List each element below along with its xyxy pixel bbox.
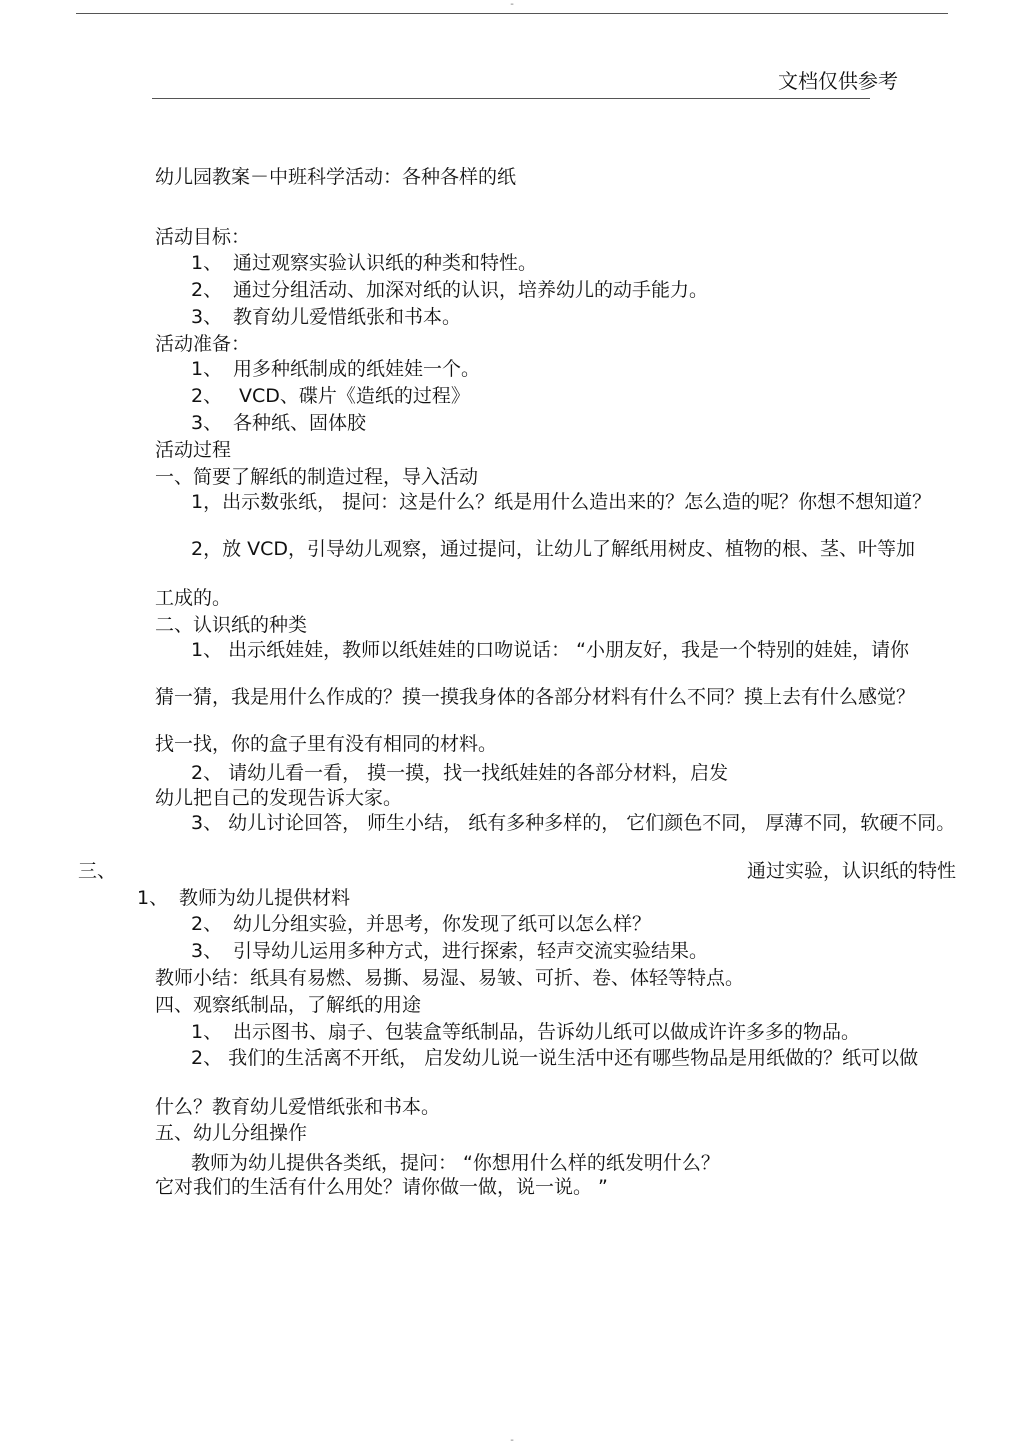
prep-item (191, 412, 366, 434)
goal-item-text: 通过分组活动、加深对纸的认识，培养幼儿的动手能力。 (233, 279, 709, 301)
goal-item (191, 252, 537, 274)
section-3-item-number: 1、 (137, 887, 169, 909)
section-5-paragraph-1-continued: 它对我们的生活有什么用处？请你做一做，说一说。 ” (155, 1176, 608, 1198)
section-2-title: 二、认识纸的种类 (155, 614, 308, 636)
prep-item-number: 1、 (191, 358, 223, 380)
section-3-item (137, 887, 350, 909)
section-4-paragraph-1-text: 出示图书、扇子、包装盒等纸制品，告诉幼儿纸可以做成许许多多的物品。 (233, 1021, 861, 1043)
section-3-item (191, 913, 651, 935)
document-title: 幼儿园教案－中班科学活动：各种各样的纸 (155, 166, 517, 188)
prep-item-text: VCD、碟片《造纸的过程》 (233, 385, 470, 407)
section-3-item (191, 940, 708, 962)
section-2-paragraph-1: 1、 出示纸娃娃，教师以纸娃娃的口吻说话： “小朋友好，我是一个特别的娃娃，请你 (191, 639, 910, 661)
section-3-item-number: 2、 (191, 913, 223, 935)
section-4-paragraph-2: 2、 我们的生活离不开纸， 启发幼儿说一说生活中还有哪些物品是用纸做的？纸可以做 (191, 1047, 919, 1069)
section-5-title: 五、幼儿分组操作 (155, 1122, 308, 1144)
section-2-paragraph-2: 2、 请幼儿看一看， 摸一摸，找一找纸娃娃的各部分材料，启发 (191, 762, 729, 784)
prep-item (191, 385, 470, 407)
section-1-paragraph-2-continued: 工成的。 (155, 587, 232, 609)
header-note: 文档仅供参考 (778, 69, 898, 93)
section-3-summary: 教师小结：纸具有易燃、易撕、易湿、易皱、可折、卷、体轻等特点。 (155, 967, 745, 989)
section-3-item-text: 教师为幼儿提供材料 (179, 887, 351, 909)
prep-item-text: 用多种纸制成的纸娃娃一个。 (233, 358, 481, 380)
prep-item-number: 2、 (191, 385, 223, 407)
prep-item-number: 3、 (191, 412, 223, 434)
section-4-paragraph-2-continued: 什么？教育幼儿爱惜纸张和书本。 (155, 1096, 441, 1118)
prep-item-text: 各种纸、固体胶 (233, 412, 367, 434)
section-3-item-text: 幼儿分组实验，并思考，你发现了纸可以怎么样？ (233, 913, 652, 935)
prep-heading: 活动准备： (155, 333, 251, 355)
prep-item (191, 358, 480, 380)
section-2-paragraph-2-continued: 幼儿把自己的发现告诉大家。 (155, 787, 403, 809)
section-2-paragraph-1-continued: 猜一猜，我是用什么作成的？摸一摸我身体的各部分材料有什么不同？摸上去有什么感觉？ (155, 686, 916, 708)
section-1-title: 一、简要了解纸的制造过程，导入活动 (155, 466, 479, 488)
goals-heading: 活动目标： (155, 226, 251, 248)
section-4-paragraph-1-number: 1、 (191, 1021, 223, 1043)
section-3-title: 通过实验，认识纸的特性 (747, 860, 957, 882)
section-1-paragraph-2: 2，放 VCD，引导幼儿观察，通过提问，让幼儿了解纸用树皮、植物的根、茎、叶等加 (191, 538, 916, 560)
goal-item-number: 3、 (191, 306, 223, 328)
section-4-paragraph-1 (191, 1021, 860, 1043)
header-rule (152, 98, 870, 99)
section-3-number: 三、 (78, 860, 117, 882)
goal-item-number: 1、 (191, 252, 223, 274)
goal-item (191, 279, 708, 301)
goal-item (191, 306, 461, 328)
process-heading: 活动过程 (155, 439, 232, 461)
section-2-paragraph-1-continued-2: 找一找，你的盒子里有没有相同的材料。 (155, 733, 498, 755)
section-5-paragraph-1: 教师为幼儿提供各类纸，提问： “你想用什么样的纸发明什么？ (191, 1152, 720, 1174)
top-page-mark: - (510, 0, 514, 10)
section-3-item-number: 3、 (191, 940, 223, 962)
goal-item-text: 通过观察实验认识纸的种类和特性。 (233, 252, 538, 274)
section-1-paragraph-1: 1，出示数张纸， 提问：这是什么？纸是用什么造出来的？怎么造的呢？你想不想知道？ (191, 491, 932, 513)
bottom-page-mark: - (510, 1435, 514, 1446)
section-4-title: 四、观察纸制品，了解纸的用途 (155, 994, 422, 1016)
goal-item-text: 教育幼儿爱惜纸张和书本。 (233, 306, 462, 328)
top-rule (76, 13, 948, 14)
section-3-item-text: 引导幼儿运用多种方式，进行探索，轻声交流实验结果。 (233, 940, 709, 962)
goal-item-number: 2、 (191, 279, 223, 301)
section-2-paragraph-3: 3、 幼儿讨论回答， 师生小结， 纸有多种多样的， 它们颜色不同， 厚薄不同，软硬不同。 (191, 812, 956, 834)
